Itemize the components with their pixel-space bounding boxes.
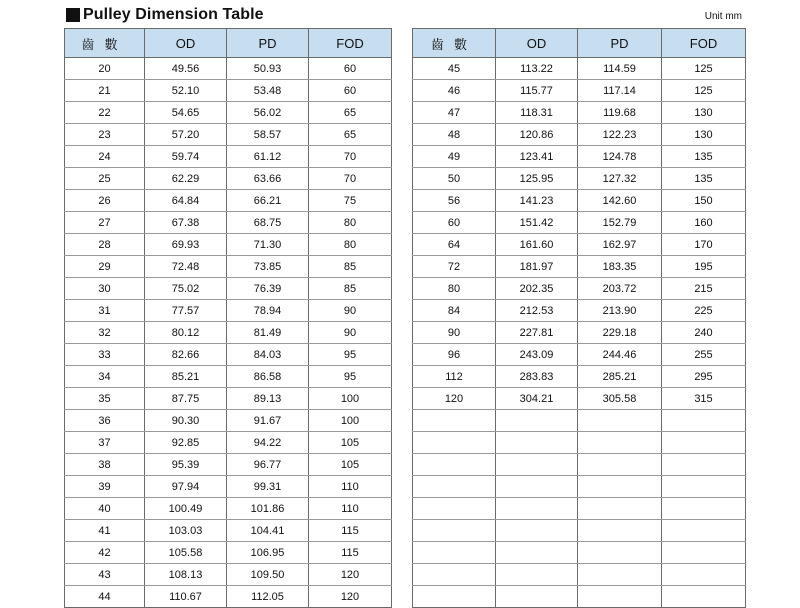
cell-od: 75.02 [145, 278, 227, 300]
cell-pd: 183.35 [578, 256, 662, 278]
table-row [413, 454, 746, 476]
cell-od: 243.09 [496, 344, 578, 366]
cell-pd: 58.57 [227, 124, 309, 146]
cell-pd: 162.97 [578, 234, 662, 256]
table-row [413, 146, 746, 168]
cell-teeth: 44 [65, 586, 145, 608]
table-header-row [413, 29, 746, 58]
table-body-right [413, 58, 746, 608]
cell-fod: 70 [309, 146, 392, 168]
cell-teeth: 25 [65, 168, 145, 190]
cell-teeth [413, 542, 496, 564]
cell-teeth: 40 [65, 498, 145, 520]
cell-od: 57.20 [145, 124, 227, 146]
cell-teeth: 80 [413, 278, 496, 300]
cell-teeth: 26 [65, 190, 145, 212]
table-row [65, 476, 392, 498]
cell-teeth: 33 [65, 344, 145, 366]
cell-teeth: 49 [413, 146, 496, 168]
cell-fod: 130 [662, 102, 746, 124]
table-body-left [65, 58, 392, 608]
cell-teeth: 31 [65, 300, 145, 322]
cell-pd: 305.58 [578, 388, 662, 410]
cell-pd: 63.66 [227, 168, 309, 190]
cell-pd [578, 542, 662, 564]
cell-teeth: 29 [65, 256, 145, 278]
cell-od: 54.65 [145, 102, 227, 124]
table-row [413, 542, 746, 564]
cell-od: 283.83 [496, 366, 578, 388]
cell-teeth: 30 [65, 278, 145, 300]
table-row [413, 300, 746, 322]
cell-od: 123.41 [496, 146, 578, 168]
cell-fod: 75 [309, 190, 392, 212]
cell-pd [578, 432, 662, 454]
cell-fod: 295 [662, 366, 746, 388]
cell-pd [578, 476, 662, 498]
cell-teeth [413, 498, 496, 520]
cell-od: 161.60 [496, 234, 578, 256]
cell-od: 82.66 [145, 344, 227, 366]
header-teeth: 齒數 [413, 29, 496, 58]
cell-teeth: 60 [413, 212, 496, 234]
cell-fod [662, 410, 746, 432]
table-row [413, 520, 746, 542]
cell-fod: 70 [309, 168, 392, 190]
cell-fod: 90 [309, 322, 392, 344]
cell-od: 304.21 [496, 388, 578, 410]
table-row [65, 212, 392, 234]
cell-fod [662, 564, 746, 586]
cell-fod [662, 432, 746, 454]
table-row [65, 432, 392, 454]
cell-fod: 110 [309, 476, 392, 498]
cell-od: 72.48 [145, 256, 227, 278]
cell-pd [578, 586, 662, 608]
cell-od: 120.86 [496, 124, 578, 146]
cell-pd: 203.72 [578, 278, 662, 300]
cell-pd: 89.13 [227, 388, 309, 410]
cell-pd: 112.05 [227, 586, 309, 608]
cell-od: 181.97 [496, 256, 578, 278]
cell-fod: 80 [309, 234, 392, 256]
table-row [413, 80, 746, 102]
cell-pd: 91.67 [227, 410, 309, 432]
table-row [413, 58, 746, 80]
header-fod: FOD [662, 29, 746, 58]
cell-pd: 229.18 [578, 322, 662, 344]
cell-teeth [413, 432, 496, 454]
table-row [413, 344, 746, 366]
cell-od [496, 542, 578, 564]
cell-pd: 94.22 [227, 432, 309, 454]
cell-fod: 100 [309, 410, 392, 432]
title-bullet-icon [66, 8, 80, 22]
cell-fod: 215 [662, 278, 746, 300]
table-header-row [65, 29, 392, 58]
cell-od: 62.29 [145, 168, 227, 190]
cell-teeth: 35 [65, 388, 145, 410]
cell-od [496, 498, 578, 520]
table-row [413, 564, 746, 586]
unit-label: Unit mm [704, 11, 742, 22]
cell-fod: 170 [662, 234, 746, 256]
cell-teeth: 84 [413, 300, 496, 322]
cell-fod: 105 [309, 454, 392, 476]
cell-fod [662, 454, 746, 476]
cell-pd [578, 498, 662, 520]
cell-teeth [413, 476, 496, 498]
table-row [65, 564, 392, 586]
cell-pd [578, 410, 662, 432]
cell-fod: 125 [662, 58, 746, 80]
cell-fod: 130 [662, 124, 746, 146]
cell-teeth: 20 [65, 58, 145, 80]
cell-pd: 84.03 [227, 344, 309, 366]
cell-pd [578, 564, 662, 586]
cell-fod: 225 [662, 300, 746, 322]
cell-teeth: 47 [413, 102, 496, 124]
cell-od: 118.31 [496, 102, 578, 124]
cell-od: 202.35 [496, 278, 578, 300]
cell-fod: 150 [662, 190, 746, 212]
table-row [65, 124, 392, 146]
cell-od: 67.38 [145, 212, 227, 234]
cell-teeth: 90 [413, 322, 496, 344]
cell-pd: 114.59 [578, 58, 662, 80]
table-row [65, 388, 392, 410]
cell-fod: 95 [309, 344, 392, 366]
cell-pd: 66.21 [227, 190, 309, 212]
cell-fod: 315 [662, 388, 746, 410]
cell-fod: 120 [309, 564, 392, 586]
cell-fod [662, 498, 746, 520]
cell-fod: 125 [662, 80, 746, 102]
table-row [65, 520, 392, 542]
page-title [66, 5, 264, 25]
cell-pd: 71.30 [227, 234, 309, 256]
header-pd: PD [227, 29, 309, 58]
cell-od: 125.95 [496, 168, 578, 190]
table-row [413, 410, 746, 432]
cell-od: 64.84 [145, 190, 227, 212]
cell-fod: 85 [309, 256, 392, 278]
cell-pd: 109.50 [227, 564, 309, 586]
cell-pd: 104.41 [227, 520, 309, 542]
table-row [413, 256, 746, 278]
cell-fod: 105 [309, 432, 392, 454]
table-row [413, 432, 746, 454]
cell-pd: 122.23 [578, 124, 662, 146]
cell-teeth [413, 586, 496, 608]
cell-od: 108.13 [145, 564, 227, 586]
table-row [413, 366, 746, 388]
cell-teeth: 112 [413, 366, 496, 388]
cell-teeth: 96 [413, 344, 496, 366]
table-row [65, 300, 392, 322]
cell-od: 92.85 [145, 432, 227, 454]
cell-fod: 255 [662, 344, 746, 366]
table-row [65, 190, 392, 212]
cell-od: 69.93 [145, 234, 227, 256]
cell-od: 113.22 [496, 58, 578, 80]
cell-pd [578, 520, 662, 542]
cell-od [496, 454, 578, 476]
cell-pd: 106.95 [227, 542, 309, 564]
table-row [65, 278, 392, 300]
cell-fod: 195 [662, 256, 746, 278]
table-row [413, 476, 746, 498]
cell-od: 97.94 [145, 476, 227, 498]
table-row [65, 146, 392, 168]
cell-pd: 99.31 [227, 476, 309, 498]
table-row [65, 256, 392, 278]
table-row [413, 586, 746, 608]
cell-fod [662, 520, 746, 542]
cell-teeth: 37 [65, 432, 145, 454]
cell-teeth: 56 [413, 190, 496, 212]
table-row [65, 234, 392, 256]
cell-od [496, 520, 578, 542]
cell-teeth: 22 [65, 102, 145, 124]
pulley-table-right [412, 28, 746, 608]
table-row [413, 124, 746, 146]
cell-fod: 60 [309, 80, 392, 102]
table-row [413, 102, 746, 124]
cell-od: 105.58 [145, 542, 227, 564]
table-row [413, 234, 746, 256]
cell-pd: 86.58 [227, 366, 309, 388]
cell-fod: 60 [309, 58, 392, 80]
table-row [413, 388, 746, 410]
cell-od: 151.42 [496, 212, 578, 234]
cell-fod: 65 [309, 124, 392, 146]
cell-pd: 127.32 [578, 168, 662, 190]
cell-teeth: 32 [65, 322, 145, 344]
cell-teeth [413, 454, 496, 476]
cell-pd: 142.60 [578, 190, 662, 212]
table-row [65, 410, 392, 432]
table-row [65, 80, 392, 102]
cell-pd: 96.77 [227, 454, 309, 476]
table-row [413, 278, 746, 300]
table-row [65, 542, 392, 564]
cell-od [496, 410, 578, 432]
cell-fod: 160 [662, 212, 746, 234]
cell-pd: 119.68 [578, 102, 662, 124]
cell-pd: 244.46 [578, 344, 662, 366]
cell-fod: 85 [309, 278, 392, 300]
table-row [413, 190, 746, 212]
cell-teeth: 21 [65, 80, 145, 102]
header-od: OD [145, 29, 227, 58]
cell-od [496, 476, 578, 498]
cell-fod: 100 [309, 388, 392, 410]
cell-od: 90.30 [145, 410, 227, 432]
cell-od [496, 586, 578, 608]
cell-pd: 117.14 [578, 80, 662, 102]
cell-teeth: 27 [65, 212, 145, 234]
cell-od: 103.03 [145, 520, 227, 542]
cell-fod: 95 [309, 366, 392, 388]
cell-fod: 90 [309, 300, 392, 322]
header-od: OD [496, 29, 578, 58]
cell-od: 80.12 [145, 322, 227, 344]
table-row [65, 102, 392, 124]
cell-fod: 115 [309, 520, 392, 542]
table-row [65, 366, 392, 388]
cell-teeth: 64 [413, 234, 496, 256]
table-row [65, 586, 392, 608]
cell-teeth: 48 [413, 124, 496, 146]
cell-pd: 101.86 [227, 498, 309, 520]
cell-teeth: 28 [65, 234, 145, 256]
cell-pd: 213.90 [578, 300, 662, 322]
table-row [65, 58, 392, 80]
cell-od: 49.56 [145, 58, 227, 80]
cell-od: 141.23 [496, 190, 578, 212]
cell-fod [662, 542, 746, 564]
cell-pd: 73.85 [227, 256, 309, 278]
cell-od: 52.10 [145, 80, 227, 102]
table-row [413, 498, 746, 520]
cell-pd: 56.02 [227, 102, 309, 124]
cell-od: 227.81 [496, 322, 578, 344]
cell-pd: 76.39 [227, 278, 309, 300]
cell-pd: 152.79 [578, 212, 662, 234]
cell-teeth: 45 [413, 58, 496, 80]
title-text: Pulley Dimension Table [83, 6, 264, 23]
cell-od: 87.75 [145, 388, 227, 410]
cell-od: 100.49 [145, 498, 227, 520]
cell-fod: 240 [662, 322, 746, 344]
cell-teeth: 36 [65, 410, 145, 432]
header-pd: PD [578, 29, 662, 58]
cell-teeth: 50 [413, 168, 496, 190]
cell-pd: 53.48 [227, 80, 309, 102]
cell-teeth: 34 [65, 366, 145, 388]
cell-teeth: 46 [413, 80, 496, 102]
cell-teeth: 38 [65, 454, 145, 476]
header-fod: FOD [309, 29, 392, 58]
cell-teeth: 41 [65, 520, 145, 542]
cell-teeth [413, 410, 496, 432]
cell-teeth: 72 [413, 256, 496, 278]
cell-od [496, 432, 578, 454]
cell-fod: 115 [309, 542, 392, 564]
cell-teeth: 120 [413, 388, 496, 410]
cell-teeth: 43 [65, 564, 145, 586]
cell-pd: 68.75 [227, 212, 309, 234]
cell-fod: 65 [309, 102, 392, 124]
cell-fod: 80 [309, 212, 392, 234]
cell-pd: 78.94 [227, 300, 309, 322]
cell-pd: 81.49 [227, 322, 309, 344]
cell-pd: 50.93 [227, 58, 309, 80]
cell-od: 77.57 [145, 300, 227, 322]
table-row [413, 168, 746, 190]
table-row [65, 454, 392, 476]
cell-od: 59.74 [145, 146, 227, 168]
cell-pd: 61.12 [227, 146, 309, 168]
cell-teeth: 39 [65, 476, 145, 498]
cell-od: 212.53 [496, 300, 578, 322]
pulley-table-left [64, 28, 392, 608]
cell-od: 115.77 [496, 80, 578, 102]
cell-teeth [413, 564, 496, 586]
cell-od: 85.21 [145, 366, 227, 388]
cell-teeth: 23 [65, 124, 145, 146]
cell-od [496, 564, 578, 586]
cell-pd: 285.21 [578, 366, 662, 388]
cell-od: 110.67 [145, 586, 227, 608]
cell-teeth [413, 520, 496, 542]
cell-teeth: 24 [65, 146, 145, 168]
cell-pd [578, 454, 662, 476]
table-row [65, 322, 392, 344]
header-teeth: 齒數 [65, 29, 145, 58]
table-row [65, 168, 392, 190]
cell-fod: 135 [662, 168, 746, 190]
table-row [65, 344, 392, 366]
cell-fod: 110 [309, 498, 392, 520]
cell-fod: 120 [309, 586, 392, 608]
table-row [413, 322, 746, 344]
cell-fod [662, 586, 746, 608]
cell-teeth: 42 [65, 542, 145, 564]
cell-fod [662, 476, 746, 498]
cell-fod: 135 [662, 146, 746, 168]
cell-pd: 124.78 [578, 146, 662, 168]
table-row [65, 498, 392, 520]
table-row [413, 212, 746, 234]
cell-od: 95.39 [145, 454, 227, 476]
